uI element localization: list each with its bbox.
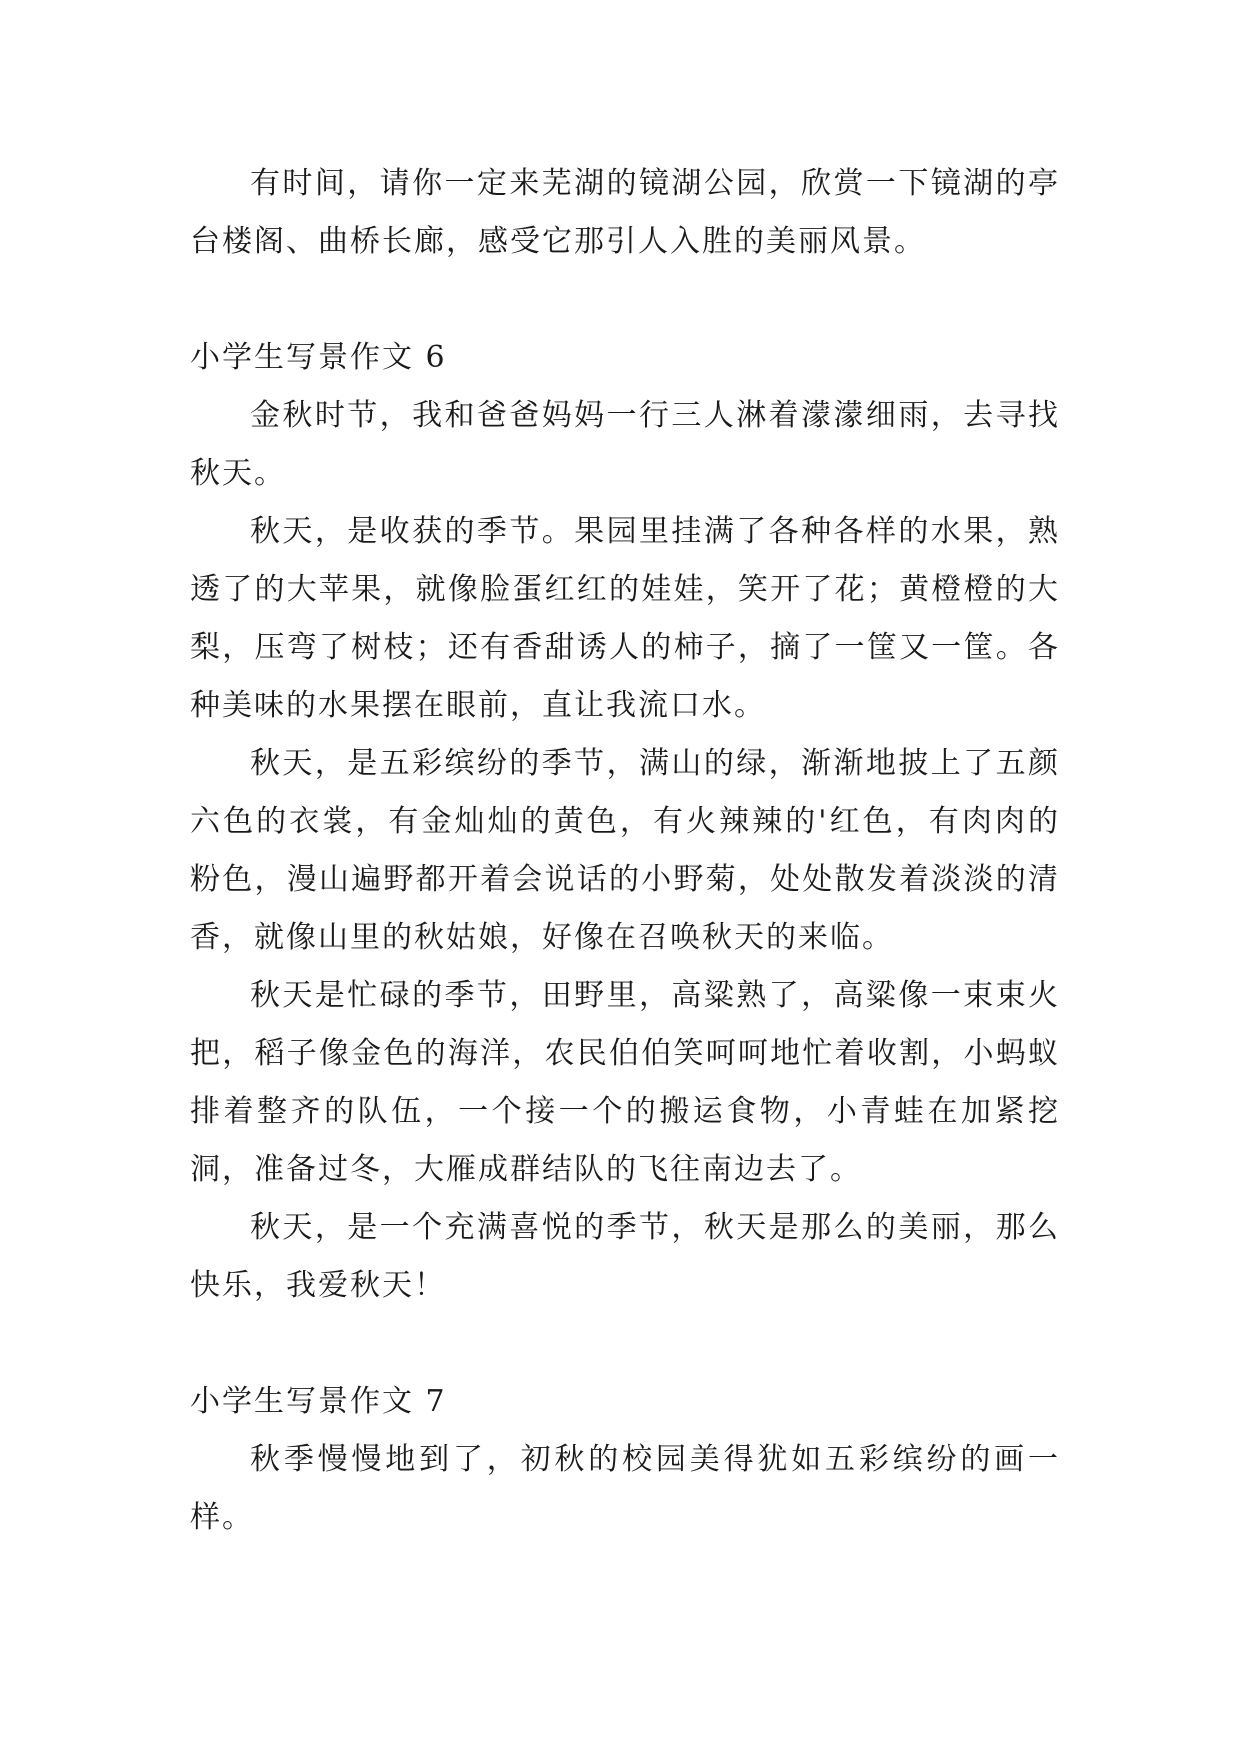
paragraph: 秋天是忙碌的季节，田野里，高粱熟了，高粱像一束束火把，稻子像金色的海洋，农民伯伯笑呵呵地忙着收割，小蚂蚁排着整齐的队伍，一个接一个的搬运食物，小青蛙在加紧挖洞，准备过冬，大雁成群结队的飞往南边去了。 [190, 978, 1060, 1187]
paragraph: 秋天，是收获的季节。果园里挂满了各种各样的水果，熟透了的大苹果，就像脸蛋红红的娃娃，笑开了花；黄橙橙的大梨，压弯了树枝；还有香甜诱人的柿子，摘了一筐又一筐。各种美味的水果摆在眼前，直让我流口水。 [190, 514, 1060, 723]
section-heading: 小学生写景作文 6 [190, 340, 447, 375]
document-body [190, 155, 1060, 1547]
paragraph: 秋天，是一个充满喜悦的季节，秋天是那么的美丽，那么快乐，我爱秋天！ [190, 1210, 1060, 1303]
section-heading: 小学生写景作文 7 [190, 1384, 447, 1419]
paragraph: 秋季慢慢地到了，初秋的校园美得犹如五彩缤纷的画一样。 [190, 1442, 1060, 1535]
paragraph: 金秋时节，我和爸爸妈妈一行三人淋着濛濛细雨，去寻找秋天。 [190, 398, 1060, 491]
paragraph: 有时间，请你一定来芜湖的镜湖公园，欣赏一下镜湖的亭台楼阁、曲桥长廊，感受它那引人入胜的美丽风景。 [190, 166, 1060, 259]
paragraph: 秋天，是五彩缤纷的季节，满山的绿，渐渐地披上了五颜六色的衣裳，有金灿灿的黄色，有火辣辣的'红色，有肉肉的粉色，漫山遍野都开着会说话的小野菊，处处散发着淡淡的清香，就像山里的秋姑娘，好像在召唤秋天的来临。 [190, 746, 1060, 955]
